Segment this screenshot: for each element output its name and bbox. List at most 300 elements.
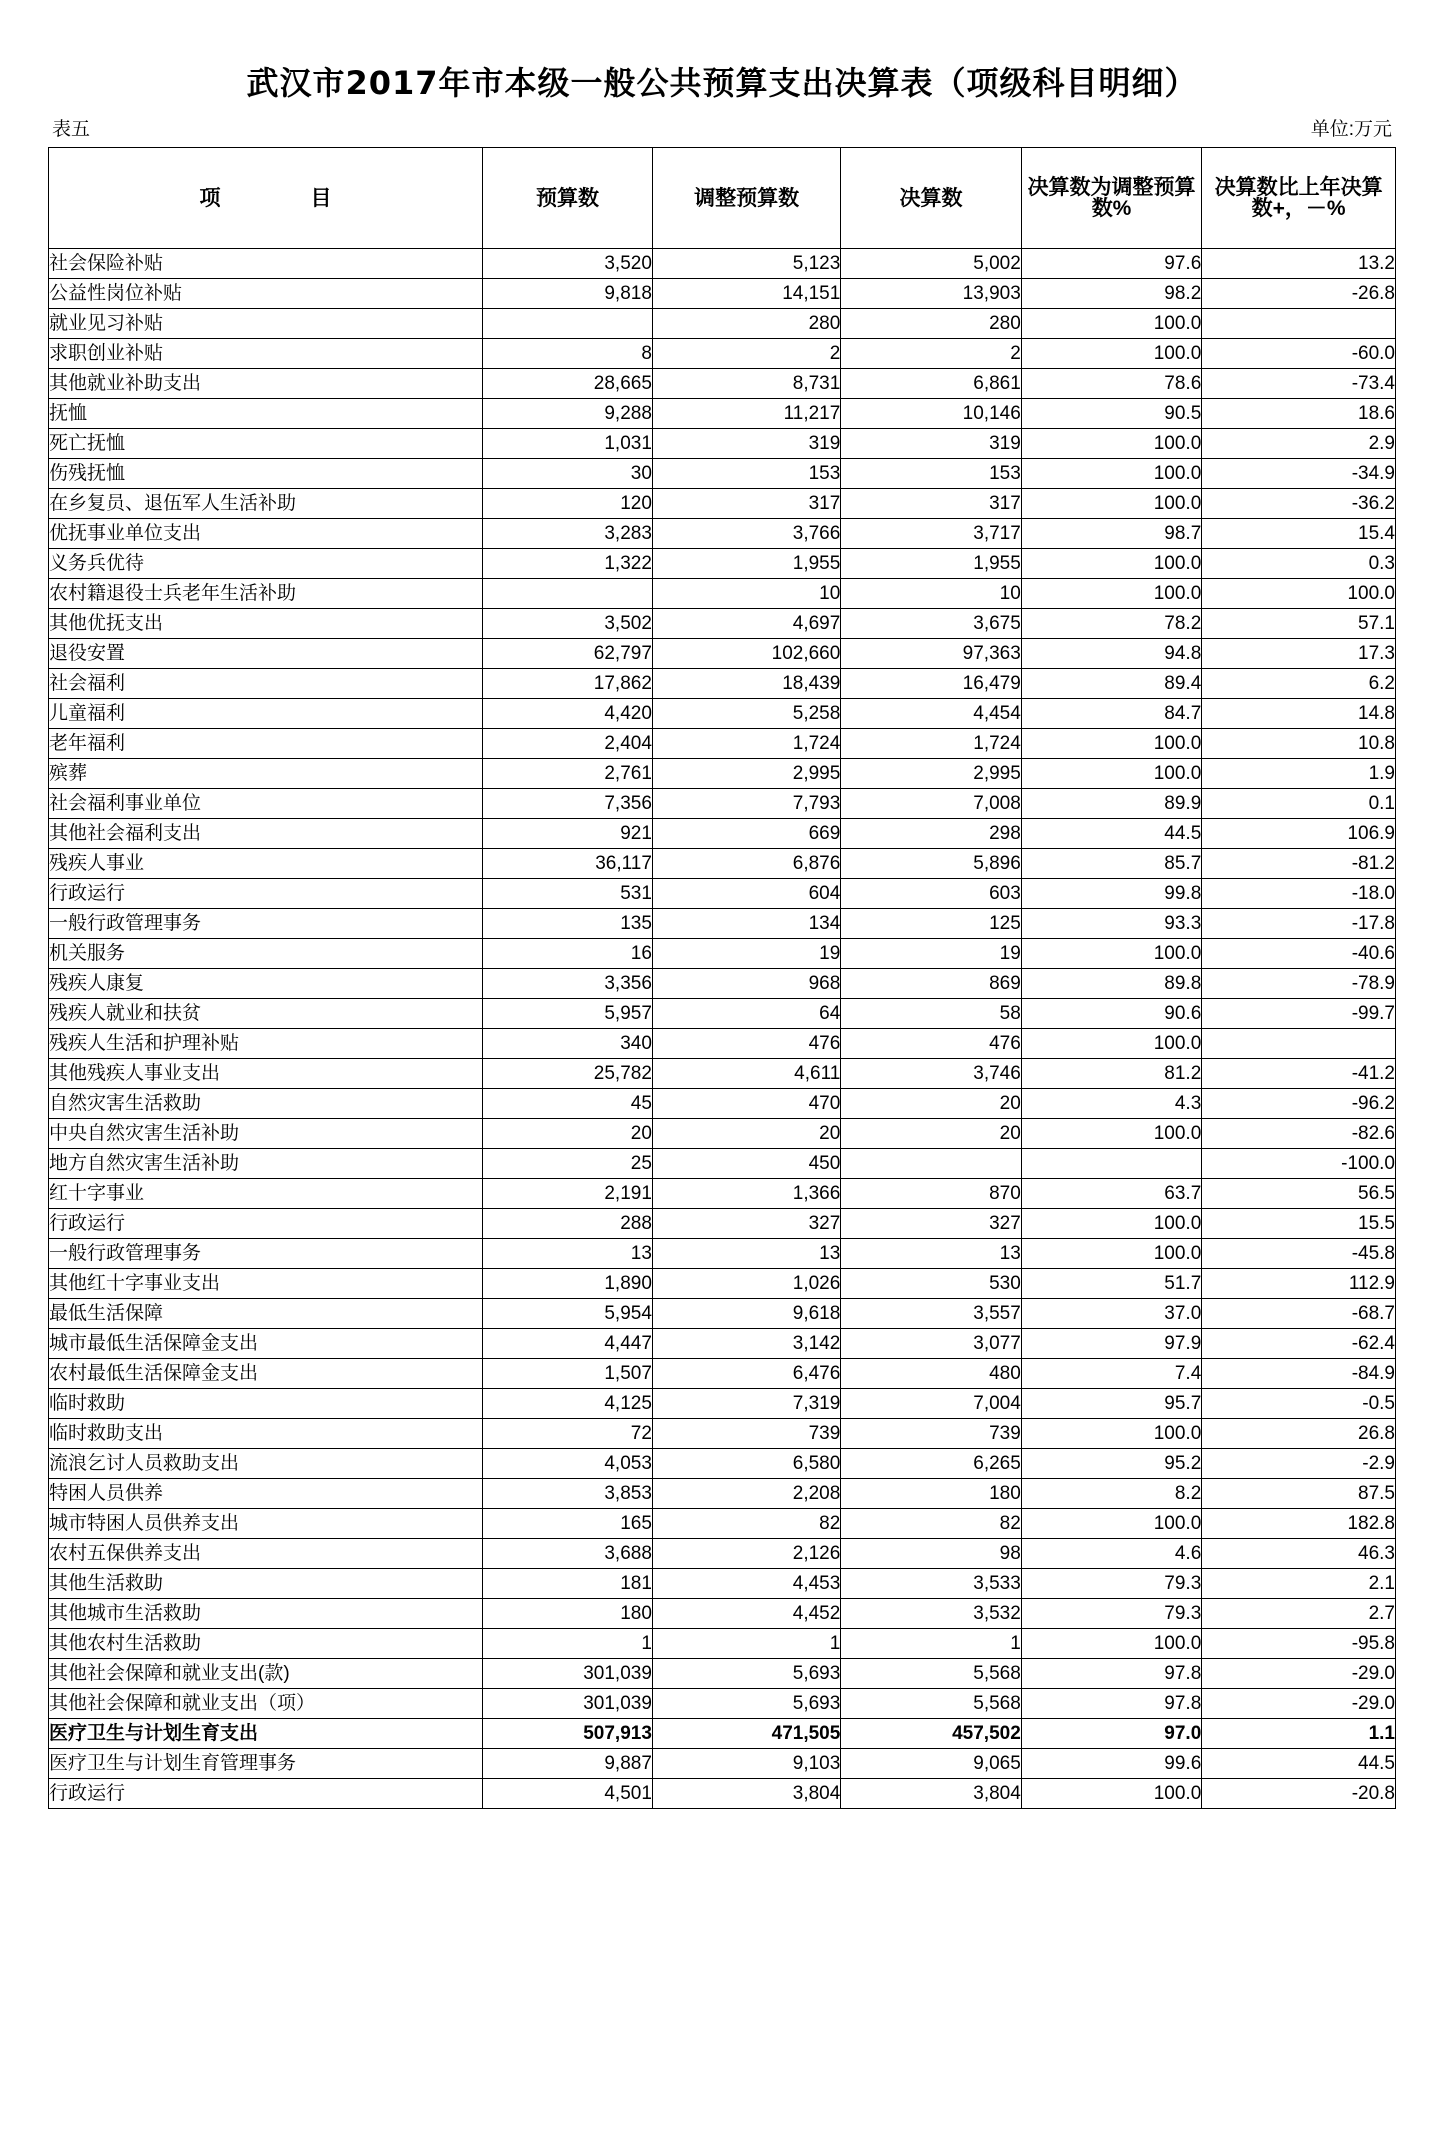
- budget-table: [48, 147, 1396, 1809]
- row-adjusted-budget: 5,693: [652, 1659, 840, 1689]
- row-budget: 1,507: [483, 1359, 653, 1389]
- row-final: 16,479: [841, 669, 1021, 699]
- table-row: [49, 279, 1396, 309]
- row-yoy: 44.5: [1202, 1749, 1396, 1779]
- row-yoy: 2.9: [1202, 429, 1396, 459]
- row-final: 298: [841, 819, 1021, 849]
- row-adjusted-budget: 7,793: [652, 789, 840, 819]
- row-pct-of-adjusted: 81.2: [1021, 1059, 1201, 1089]
- row-final: 58: [841, 999, 1021, 1029]
- row-adjusted-budget: 1,026: [652, 1269, 840, 1299]
- row-budget: 507,913: [483, 1719, 653, 1749]
- table-row: [49, 1449, 1396, 1479]
- column-header-final: 决算数: [841, 148, 1021, 249]
- table-row: [49, 549, 1396, 579]
- row-item-name: 红十字事业: [49, 1179, 483, 1209]
- row-adjusted-budget: 153: [652, 459, 840, 489]
- row-pct-of-adjusted: 97.6: [1021, 249, 1201, 279]
- row-yoy: 56.5: [1202, 1179, 1396, 1209]
- row-item-name: 其他社会保障和就业支出(款): [49, 1659, 483, 1689]
- row-budget: 1,890: [483, 1269, 653, 1299]
- row-final: 97,363: [841, 639, 1021, 669]
- row-yoy: 46.3: [1202, 1539, 1396, 1569]
- row-final: [841, 1149, 1021, 1179]
- row-budget: 9,818: [483, 279, 653, 309]
- row-final: 480: [841, 1359, 1021, 1389]
- row-final: 98: [841, 1539, 1021, 1569]
- row-yoy: 15.5: [1202, 1209, 1396, 1239]
- row-pct-of-adjusted: 100.0: [1021, 459, 1201, 489]
- row-final: 280: [841, 309, 1021, 339]
- row-item-name: 儿童福利: [49, 699, 483, 729]
- row-pct-of-adjusted: 85.7: [1021, 849, 1201, 879]
- row-pct-of-adjusted: 100.0: [1021, 1029, 1201, 1059]
- row-budget: 9,887: [483, 1749, 653, 1779]
- table-row: [49, 699, 1396, 729]
- row-item-name: 老年福利: [49, 729, 483, 759]
- row-adjusted-budget: 134: [652, 909, 840, 939]
- row-adjusted-budget: 10: [652, 579, 840, 609]
- row-final: 530: [841, 1269, 1021, 1299]
- row-pct-of-adjusted: 100.0: [1021, 1239, 1201, 1269]
- row-yoy: 0.3: [1202, 549, 1396, 579]
- row-budget: 135: [483, 909, 653, 939]
- row-budget: 5,954: [483, 1299, 653, 1329]
- row-yoy: -41.2: [1202, 1059, 1396, 1089]
- row-item-name: 社会福利事业单位: [49, 789, 483, 819]
- row-budget: 531: [483, 879, 653, 909]
- row-budget: 2,761: [483, 759, 653, 789]
- table-row: [49, 849, 1396, 879]
- row-budget: 13: [483, 1239, 653, 1269]
- row-adjusted-budget: 7,319: [652, 1389, 840, 1419]
- row-pct-of-adjusted: 100.0: [1021, 489, 1201, 519]
- row-final: 869: [841, 969, 1021, 999]
- row-item-name: 社会保险补贴: [49, 249, 483, 279]
- row-final: 13: [841, 1239, 1021, 1269]
- row-budget: 36,117: [483, 849, 653, 879]
- table-row: [49, 1749, 1396, 1779]
- row-item-name: 中央自然灾害生活补助: [49, 1119, 483, 1149]
- row-pct-of-adjusted: 51.7: [1021, 1269, 1201, 1299]
- row-yoy: -40.6: [1202, 939, 1396, 969]
- row-adjusted-budget: 6,876: [652, 849, 840, 879]
- row-item-name: 其他残疾人事业支出: [49, 1059, 483, 1089]
- row-item-name: 残疾人生活和护理补贴: [49, 1029, 483, 1059]
- row-yoy: -26.8: [1202, 279, 1396, 309]
- row-yoy: -100.0: [1202, 1149, 1396, 1179]
- row-yoy: -78.9: [1202, 969, 1396, 999]
- row-adjusted-budget: 1,724: [652, 729, 840, 759]
- row-yoy: -17.8: [1202, 909, 1396, 939]
- row-yoy: -73.4: [1202, 369, 1396, 399]
- table-row: [49, 1509, 1396, 1539]
- row-pct-of-adjusted: 8.2: [1021, 1479, 1201, 1509]
- row-yoy: -45.8: [1202, 1239, 1396, 1269]
- table-row: [49, 1719, 1396, 1749]
- row-yoy: 100.0: [1202, 579, 1396, 609]
- row-item-name: 伤残抚恤: [49, 459, 483, 489]
- row-final: 739: [841, 1419, 1021, 1449]
- row-yoy: [1202, 1029, 1396, 1059]
- row-yoy: 2.1: [1202, 1569, 1396, 1599]
- row-pct-of-adjusted: 79.3: [1021, 1599, 1201, 1629]
- row-item-name: 最低生活保障: [49, 1299, 483, 1329]
- table-row: [49, 1419, 1396, 1449]
- row-yoy: 18.6: [1202, 399, 1396, 429]
- row-yoy: -20.8: [1202, 1779, 1396, 1809]
- row-budget: 3,356: [483, 969, 653, 999]
- row-yoy: -34.9: [1202, 459, 1396, 489]
- row-adjusted-budget: 604: [652, 879, 840, 909]
- row-pct-of-adjusted: 100.0: [1021, 1509, 1201, 1539]
- row-yoy: [1202, 309, 1396, 339]
- row-adjusted-budget: 20: [652, 1119, 840, 1149]
- row-pct-of-adjusted: 63.7: [1021, 1179, 1201, 1209]
- row-yoy: 10.8: [1202, 729, 1396, 759]
- row-final: 20: [841, 1119, 1021, 1149]
- row-pct-of-adjusted: 78.2: [1021, 609, 1201, 639]
- row-final: 5,568: [841, 1689, 1021, 1719]
- row-final: 3,804: [841, 1779, 1021, 1809]
- table-row: [49, 1059, 1396, 1089]
- row-yoy: -18.0: [1202, 879, 1396, 909]
- row-adjusted-budget: 4,697: [652, 609, 840, 639]
- row-pct-of-adjusted: 100.0: [1021, 309, 1201, 339]
- row-final: 3,557: [841, 1299, 1021, 1329]
- row-yoy: 182.8: [1202, 1509, 1396, 1539]
- row-item-name: 其他社会福利支出: [49, 819, 483, 849]
- row-final: 82: [841, 1509, 1021, 1539]
- row-adjusted-budget: 470: [652, 1089, 840, 1119]
- table-row: [49, 1119, 1396, 1149]
- row-budget: 16: [483, 939, 653, 969]
- row-budget: 45: [483, 1089, 653, 1119]
- row-final: 3,717: [841, 519, 1021, 549]
- row-item-name: 就业见习补贴: [49, 309, 483, 339]
- row-budget: [483, 309, 653, 339]
- row-pct-of-adjusted: 100.0: [1021, 1419, 1201, 1449]
- row-item-name: 在乡复员、退伍军人生活补助: [49, 489, 483, 519]
- row-item-name: 抚恤: [49, 399, 483, 429]
- row-adjusted-budget: 9,618: [652, 1299, 840, 1329]
- table-row: [49, 489, 1396, 519]
- row-final: 317: [841, 489, 1021, 519]
- row-adjusted-budget: 1,955: [652, 549, 840, 579]
- table-header-row: [49, 148, 1396, 249]
- row-yoy: 14.8: [1202, 699, 1396, 729]
- row-item-name: 行政运行: [49, 1779, 483, 1809]
- row-final: 7,008: [841, 789, 1021, 819]
- row-adjusted-budget: 5,123: [652, 249, 840, 279]
- row-adjusted-budget: 2,208: [652, 1479, 840, 1509]
- row-final: 1,724: [841, 729, 1021, 759]
- row-adjusted-budget: 327: [652, 1209, 840, 1239]
- row-pct-of-adjusted: 97.8: [1021, 1659, 1201, 1689]
- row-yoy: 87.5: [1202, 1479, 1396, 1509]
- row-adjusted-budget: 9,103: [652, 1749, 840, 1779]
- row-budget: 180: [483, 1599, 653, 1629]
- row-budget: 3,520: [483, 249, 653, 279]
- row-item-name: 其他社会保障和就业支出（项）: [49, 1689, 483, 1719]
- row-yoy: -36.2: [1202, 489, 1396, 519]
- row-budget: 288: [483, 1209, 653, 1239]
- row-item-name: 医疗卫生与计划生育支出: [49, 1719, 483, 1749]
- table-label: 表五: [52, 119, 91, 140]
- row-budget: 4,053: [483, 1449, 653, 1479]
- row-adjusted-budget: 4,453: [652, 1569, 840, 1599]
- row-adjusted-budget: 5,258: [652, 699, 840, 729]
- table-row: [49, 759, 1396, 789]
- row-pct-of-adjusted: 4.3: [1021, 1089, 1201, 1119]
- row-adjusted-budget: 317: [652, 489, 840, 519]
- row-final: 3,675: [841, 609, 1021, 639]
- row-adjusted-budget: 3,142: [652, 1329, 840, 1359]
- row-budget: 4,447: [483, 1329, 653, 1359]
- row-pct-of-adjusted: [1021, 1149, 1201, 1179]
- row-pct-of-adjusted: 97.8: [1021, 1689, 1201, 1719]
- row-final: 13,903: [841, 279, 1021, 309]
- row-pct-of-adjusted: 90.5: [1021, 399, 1201, 429]
- row-item-name: 优抚事业单位支出: [49, 519, 483, 549]
- row-adjusted-budget: 6,580: [652, 1449, 840, 1479]
- row-final: 3,533: [841, 1569, 1021, 1599]
- row-yoy: 15.4: [1202, 519, 1396, 549]
- row-final: 603: [841, 879, 1021, 909]
- row-final: 457,502: [841, 1719, 1021, 1749]
- row-item-name: 公益性岗位补贴: [49, 279, 483, 309]
- table-row: [49, 1329, 1396, 1359]
- row-item-name: 农村最低生活保障金支出: [49, 1359, 483, 1389]
- table-row: [49, 969, 1396, 999]
- row-pct-of-adjusted: 4.6: [1021, 1539, 1201, 1569]
- row-pct-of-adjusted: 84.7: [1021, 699, 1201, 729]
- row-pct-of-adjusted: 90.6: [1021, 999, 1201, 1029]
- table-row: [49, 579, 1396, 609]
- column-header-budget: 预算数: [483, 148, 653, 249]
- table-row: [49, 669, 1396, 699]
- row-final: 870: [841, 1179, 1021, 1209]
- row-yoy: -84.9: [1202, 1359, 1396, 1389]
- column-header-item: [49, 148, 483, 249]
- row-pct-of-adjusted: 95.7: [1021, 1389, 1201, 1419]
- row-final: 6,265: [841, 1449, 1021, 1479]
- table-row: [49, 1299, 1396, 1329]
- row-yoy: 6.2: [1202, 669, 1396, 699]
- row-pct-of-adjusted: 99.8: [1021, 879, 1201, 909]
- row-pct-of-adjusted: 44.5: [1021, 819, 1201, 849]
- unit-label: 单位:万元: [1310, 119, 1392, 140]
- row-final: 180: [841, 1479, 1021, 1509]
- row-pct-of-adjusted: 99.6: [1021, 1749, 1201, 1779]
- row-item-name: 其他优抚支出: [49, 609, 483, 639]
- table-row: [49, 999, 1396, 1029]
- row-budget: 1: [483, 1629, 653, 1659]
- row-yoy: -68.7: [1202, 1299, 1396, 1329]
- row-yoy: -99.7: [1202, 999, 1396, 1029]
- row-budget: 28,665: [483, 369, 653, 399]
- row-pct-of-adjusted: 89.8: [1021, 969, 1201, 999]
- row-yoy: -82.6: [1202, 1119, 1396, 1149]
- row-item-name: 自然灾害生活救助: [49, 1089, 483, 1119]
- row-budget: 30: [483, 459, 653, 489]
- row-final: 1,955: [841, 549, 1021, 579]
- row-final: 125: [841, 909, 1021, 939]
- row-pct-of-adjusted: 89.4: [1021, 669, 1201, 699]
- row-item-name: 医疗卫生与计划生育管理事务: [49, 1749, 483, 1779]
- row-adjusted-budget: 5,693: [652, 1689, 840, 1719]
- row-budget: 181: [483, 1569, 653, 1599]
- row-pct-of-adjusted: 100.0: [1021, 939, 1201, 969]
- row-pct-of-adjusted: 7.4: [1021, 1359, 1201, 1389]
- table-body: [49, 249, 1396, 1809]
- table-row: [49, 1239, 1396, 1269]
- row-yoy: -95.8: [1202, 1629, 1396, 1659]
- row-yoy: 1.9: [1202, 759, 1396, 789]
- row-budget: 4,125: [483, 1389, 653, 1419]
- row-budget: 20: [483, 1119, 653, 1149]
- row-budget: 2,404: [483, 729, 653, 759]
- row-final: 5,568: [841, 1659, 1021, 1689]
- row-yoy: 26.8: [1202, 1419, 1396, 1449]
- row-pct-of-adjusted: 89.9: [1021, 789, 1201, 819]
- row-yoy: 17.3: [1202, 639, 1396, 669]
- row-item-name: 城市特困人员供养支出: [49, 1509, 483, 1539]
- row-item-name: 义务兵优待: [49, 549, 483, 579]
- row-yoy: 13.2: [1202, 249, 1396, 279]
- row-adjusted-budget: 319: [652, 429, 840, 459]
- row-budget: 5,957: [483, 999, 653, 1029]
- table-row: [49, 1689, 1396, 1719]
- row-adjusted-budget: 19: [652, 939, 840, 969]
- row-budget: 8: [483, 339, 653, 369]
- row-adjusted-budget: 4,452: [652, 1599, 840, 1629]
- row-adjusted-budget: 739: [652, 1419, 840, 1449]
- table-row: [49, 429, 1396, 459]
- row-budget: 340: [483, 1029, 653, 1059]
- row-pct-of-adjusted: 95.2: [1021, 1449, 1201, 1479]
- row-pct-of-adjusted: 98.2: [1021, 279, 1201, 309]
- row-yoy: 0.1: [1202, 789, 1396, 819]
- page-title: 武汉市2017年市本级一般公共预算支出决算表（项级科目明细）: [246, 64, 1198, 102]
- row-adjusted-budget: 13: [652, 1239, 840, 1269]
- row-yoy: -81.2: [1202, 849, 1396, 879]
- row-adjusted-budget: 2,126: [652, 1539, 840, 1569]
- row-yoy: -96.2: [1202, 1089, 1396, 1119]
- column-header-yoy: 决算数比上年决算数+，－%: [1202, 148, 1396, 249]
- row-final: 327: [841, 1209, 1021, 1239]
- table-row: [49, 1779, 1396, 1809]
- row-adjusted-budget: 11,217: [652, 399, 840, 429]
- row-yoy: 112.9: [1202, 1269, 1396, 1299]
- row-adjusted-budget: 280: [652, 309, 840, 339]
- table-row: [49, 249, 1396, 279]
- row-pct-of-adjusted: 100.0: [1021, 1209, 1201, 1239]
- row-budget: 1,322: [483, 549, 653, 579]
- row-budget: 3,853: [483, 1479, 653, 1509]
- table-row: [49, 1569, 1396, 1599]
- row-final: 3,746: [841, 1059, 1021, 1089]
- table-row: [49, 1359, 1396, 1389]
- row-adjusted-budget: 82: [652, 1509, 840, 1539]
- row-item-name: 行政运行: [49, 879, 483, 909]
- row-final: 19: [841, 939, 1021, 969]
- row-budget: 301,039: [483, 1689, 653, 1719]
- table-head: [49, 148, 1396, 249]
- row-adjusted-budget: 3,804: [652, 1779, 840, 1809]
- table-row: [49, 459, 1396, 489]
- row-budget: 3,688: [483, 1539, 653, 1569]
- row-pct-of-adjusted: 97.9: [1021, 1329, 1201, 1359]
- row-budget: 3,502: [483, 609, 653, 639]
- row-pct-of-adjusted: 100.0: [1021, 1629, 1201, 1659]
- row-final: 2,995: [841, 759, 1021, 789]
- row-adjusted-budget: 102,660: [652, 639, 840, 669]
- row-pct-of-adjusted: 98.7: [1021, 519, 1201, 549]
- row-item-name: 一般行政管理事务: [49, 1239, 483, 1269]
- row-budget: 921: [483, 819, 653, 849]
- table-row: [49, 939, 1396, 969]
- table-row: [49, 789, 1396, 819]
- row-item-name: 其他红十字事业支出: [49, 1269, 483, 1299]
- table-row: [49, 729, 1396, 759]
- row-adjusted-budget: 4,611: [652, 1059, 840, 1089]
- row-adjusted-budget: 450: [652, 1149, 840, 1179]
- row-budget: 25: [483, 1149, 653, 1179]
- row-budget: [483, 579, 653, 609]
- row-adjusted-budget: 8,731: [652, 369, 840, 399]
- row-item-name: 残疾人就业和扶贫: [49, 999, 483, 1029]
- row-final: 5,002: [841, 249, 1021, 279]
- table-row: [49, 1539, 1396, 1569]
- row-item-name: 农村五保供养支出: [49, 1539, 483, 1569]
- column-header-adjusted: 调整预算数: [652, 148, 840, 249]
- row-final: 5,896: [841, 849, 1021, 879]
- table-row: [49, 1269, 1396, 1299]
- row-yoy: -2.9: [1202, 1449, 1396, 1479]
- row-budget: 72: [483, 1419, 653, 1449]
- row-budget: 2,191: [483, 1179, 653, 1209]
- row-yoy: -60.0: [1202, 339, 1396, 369]
- column-header-pct: 决算数为调整预算数%: [1021, 148, 1201, 249]
- row-budget: 62,797: [483, 639, 653, 669]
- row-budget: 9,288: [483, 399, 653, 429]
- row-item-name: 行政运行: [49, 1209, 483, 1239]
- row-item-name: 机关服务: [49, 939, 483, 969]
- row-final: 10,146: [841, 399, 1021, 429]
- row-pct-of-adjusted: 78.6: [1021, 369, 1201, 399]
- table-row: [49, 1389, 1396, 1419]
- row-pct-of-adjusted: 100.0: [1021, 339, 1201, 369]
- row-budget: 7,356: [483, 789, 653, 819]
- row-final: 153: [841, 459, 1021, 489]
- row-adjusted-budget: 968: [652, 969, 840, 999]
- row-adjusted-budget: 6,476: [652, 1359, 840, 1389]
- row-pct-of-adjusted: 93.3: [1021, 909, 1201, 939]
- row-adjusted-budget: 2,995: [652, 759, 840, 789]
- table-row: [49, 1029, 1396, 1059]
- row-item-name: 农村籍退役士兵老年生活补助: [49, 579, 483, 609]
- row-adjusted-budget: 471,505: [652, 1719, 840, 1749]
- row-item-name: 临时救助: [49, 1389, 483, 1419]
- row-item-name: 残疾人康复: [49, 969, 483, 999]
- row-item-name: 城市最低生活保障金支出: [49, 1329, 483, 1359]
- row-budget: 120: [483, 489, 653, 519]
- row-item-name: 临时救助支出: [49, 1419, 483, 1449]
- row-adjusted-budget: 1: [652, 1629, 840, 1659]
- row-pct-of-adjusted: 79.3: [1021, 1569, 1201, 1599]
- row-budget: 17,862: [483, 669, 653, 699]
